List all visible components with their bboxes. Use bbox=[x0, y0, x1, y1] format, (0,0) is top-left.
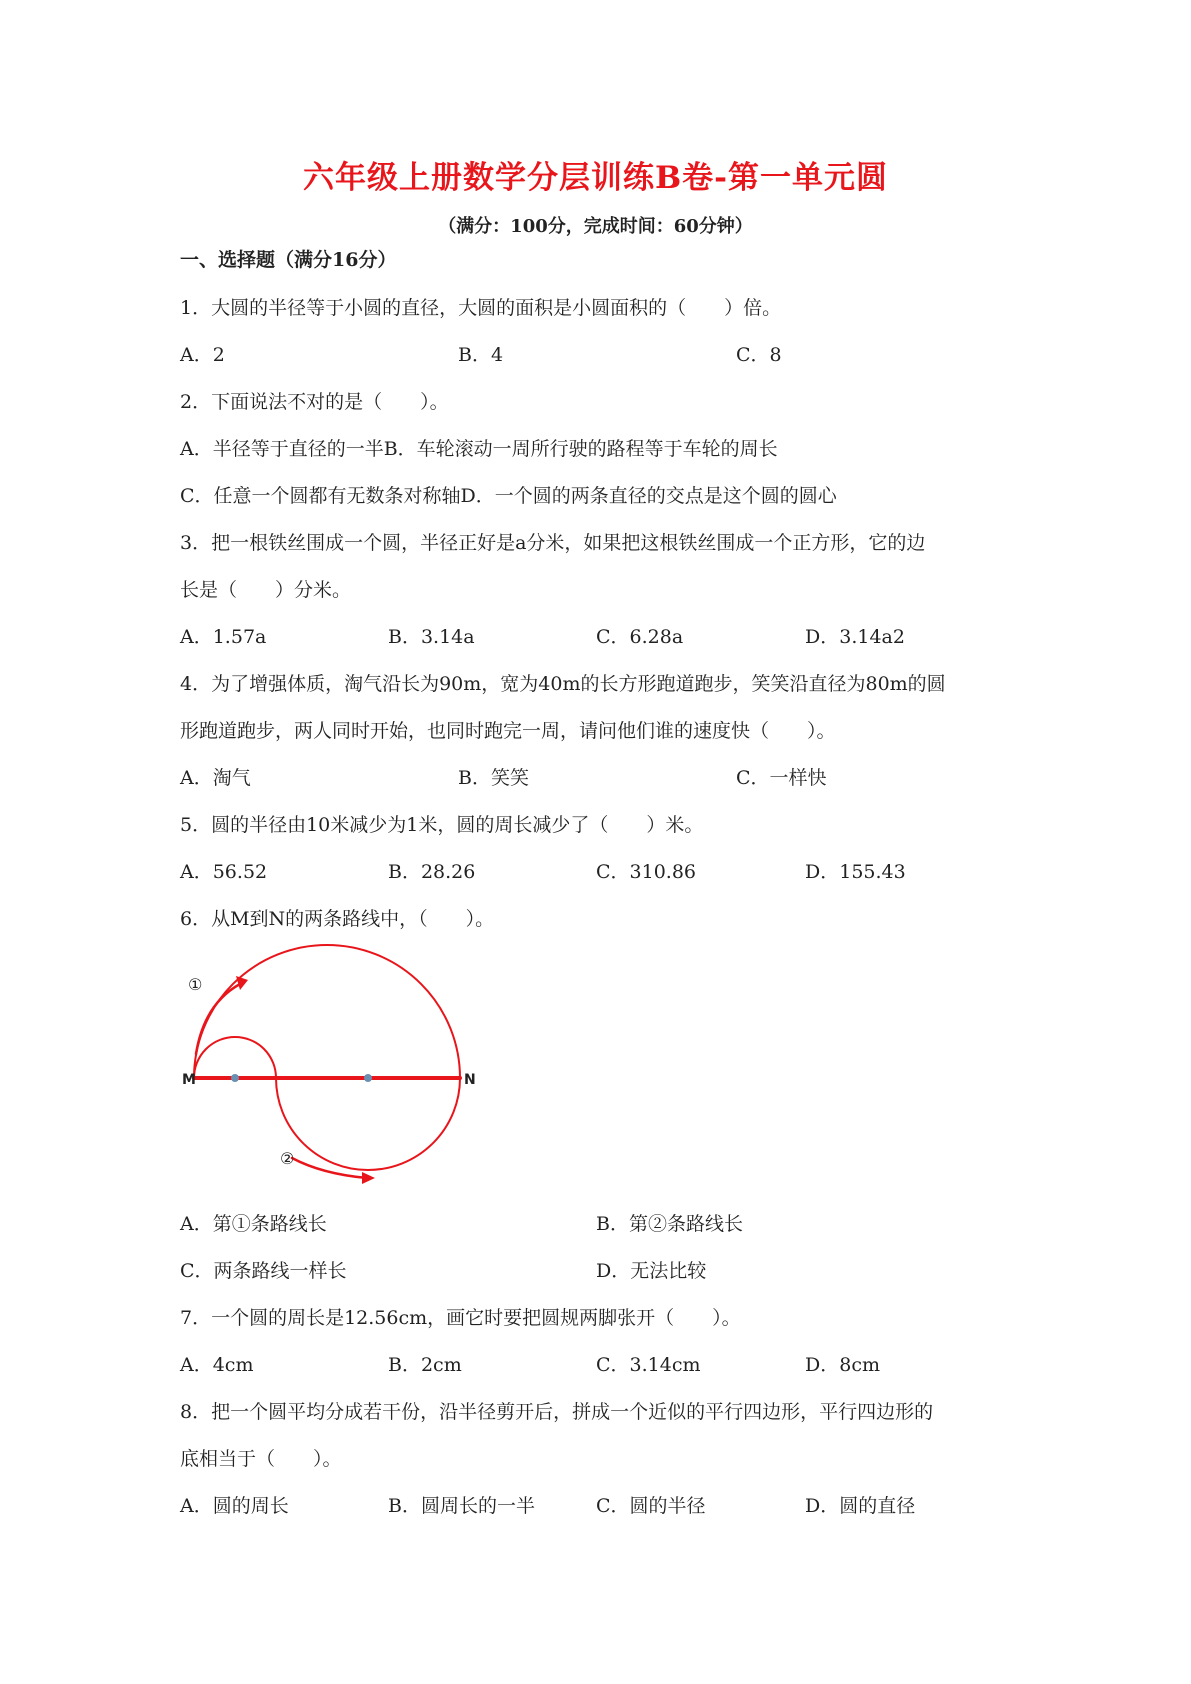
question-4-option-a: A．淘气 bbox=[180, 767, 251, 789]
question-8-option-b: B．圆周长的一半 bbox=[388, 1495, 535, 1517]
center-dot-small bbox=[231, 1074, 239, 1082]
question-4-option-b: B．笑笑 bbox=[458, 767, 529, 789]
question-8-text-line-2: 底相当于（ ）。 bbox=[180, 1448, 342, 1470]
question-8-text-line-1: 8．把一个圆平均分成若干份，沿半径剪开后，拼成一个近似的平行四边形，平行四边形的 bbox=[180, 1401, 934, 1423]
question-3-text-line-1: 3．把一根铁丝围成一个圆，半径正好是a分米，如果把这根铁丝围成一个正方形，它的边 bbox=[180, 532, 926, 554]
question-5-option-b: B．28.26 bbox=[388, 861, 476, 883]
center-dot-large bbox=[364, 1074, 372, 1082]
question-7-text: 7．一个圆的周长是12.56cm，画它时要把圆规两脚张开（ ）。 bbox=[180, 1307, 741, 1329]
route-1-arrowhead bbox=[236, 976, 248, 990]
page-title: 六年级上册数学分层训练B卷-第一单元圆 bbox=[302, 160, 889, 196]
label-route-1: ① bbox=[188, 975, 203, 994]
question-2-options-ab: A．半径等于直径的一半B．车轮滚动一周所行驶的路程等于车轮的周长 bbox=[180, 438, 778, 460]
question-2-text: 2．下面说法不对的是（ ）。 bbox=[180, 391, 449, 413]
question-3-option-b: B．3.14a bbox=[388, 626, 475, 648]
question-6-option-b: B．第②条路线长 bbox=[596, 1213, 743, 1235]
page-subtitle: （满分：100分，完成时间：60分钟） bbox=[438, 216, 753, 237]
question-3-option-d: D．3.14a2 bbox=[805, 626, 905, 648]
label-m: M bbox=[182, 1072, 196, 1088]
question-7-option-c: C．3.14cm bbox=[596, 1354, 701, 1376]
question-4-option-c: C．一样快 bbox=[736, 767, 827, 789]
route-1-arc bbox=[194, 945, 460, 1078]
question-4-text-line-2: 形跑道跑步，两人同时开始，也同时跑完一周，请问他们谁的速度快（ ）。 bbox=[180, 720, 836, 742]
question-7-option-a: A．4cm bbox=[180, 1354, 254, 1376]
question-6-option-a: A．第①条路线长 bbox=[180, 1213, 327, 1235]
question-7-option-b: B．2cm bbox=[388, 1354, 462, 1376]
question-3-option-c: C．6.28a bbox=[596, 626, 684, 648]
section-heading: 一、选择题（满分16分） bbox=[180, 249, 397, 271]
question-5-option-c: C．310.86 bbox=[596, 861, 697, 883]
question-2-options-cd: C．任意一个圆都有无数条对称轴D．一个圆的两条直径的交点是这个圆的圆心 bbox=[180, 485, 837, 507]
question-6-text: 6．从M到N的两条路线中，（ ）。 bbox=[180, 908, 495, 930]
question-1-option-a: A．2 bbox=[180, 344, 225, 366]
question-8-option-c: C．圆的半径 bbox=[596, 1495, 706, 1517]
question-6-option-d: D．无法比较 bbox=[596, 1260, 707, 1282]
route-1-arrow bbox=[196, 984, 240, 1054]
question-4-text-line-1: 4．为了增强体质，淘气沿长为90m，宽为40m的长方形跑道跑步，笑笑沿直径为80m的圆 bbox=[180, 673, 946, 695]
label-route-2: ② bbox=[280, 1149, 295, 1168]
question-8-option-d: D．圆的直径 bbox=[805, 1495, 916, 1517]
route-2-upper-arc bbox=[194, 1037, 276, 1078]
question-7-option-d: D．8cm bbox=[805, 1354, 880, 1376]
question-1-option-b: B．4 bbox=[458, 344, 504, 366]
question-3-option-a: A．1.57a bbox=[180, 626, 267, 648]
route-2-arrowhead bbox=[362, 1172, 375, 1184]
question-1-text: 1．大圆的半径等于小圆的直径，大圆的面积是小圆面积的（ ）倍。 bbox=[180, 297, 782, 319]
route-diagram bbox=[182, 942, 482, 1192]
question-6-option-c: C．两条路线一样长 bbox=[180, 1260, 347, 1282]
route-2-lower-arc bbox=[276, 1078, 460, 1170]
question-5-option-a: A．56.52 bbox=[180, 861, 268, 883]
question-8-option-a: A．圆的周长 bbox=[180, 1495, 289, 1517]
question-5-option-d: D．155.43 bbox=[805, 861, 906, 883]
question-3-text-line-2: 长是（ ）分米。 bbox=[180, 579, 352, 601]
question-1-option-c: C．8 bbox=[736, 344, 782, 366]
label-n: N bbox=[464, 1072, 476, 1088]
question-5-text: 5．圆的半径由10米减少为1米，圆的周长减少了（ ）米。 bbox=[180, 814, 704, 836]
